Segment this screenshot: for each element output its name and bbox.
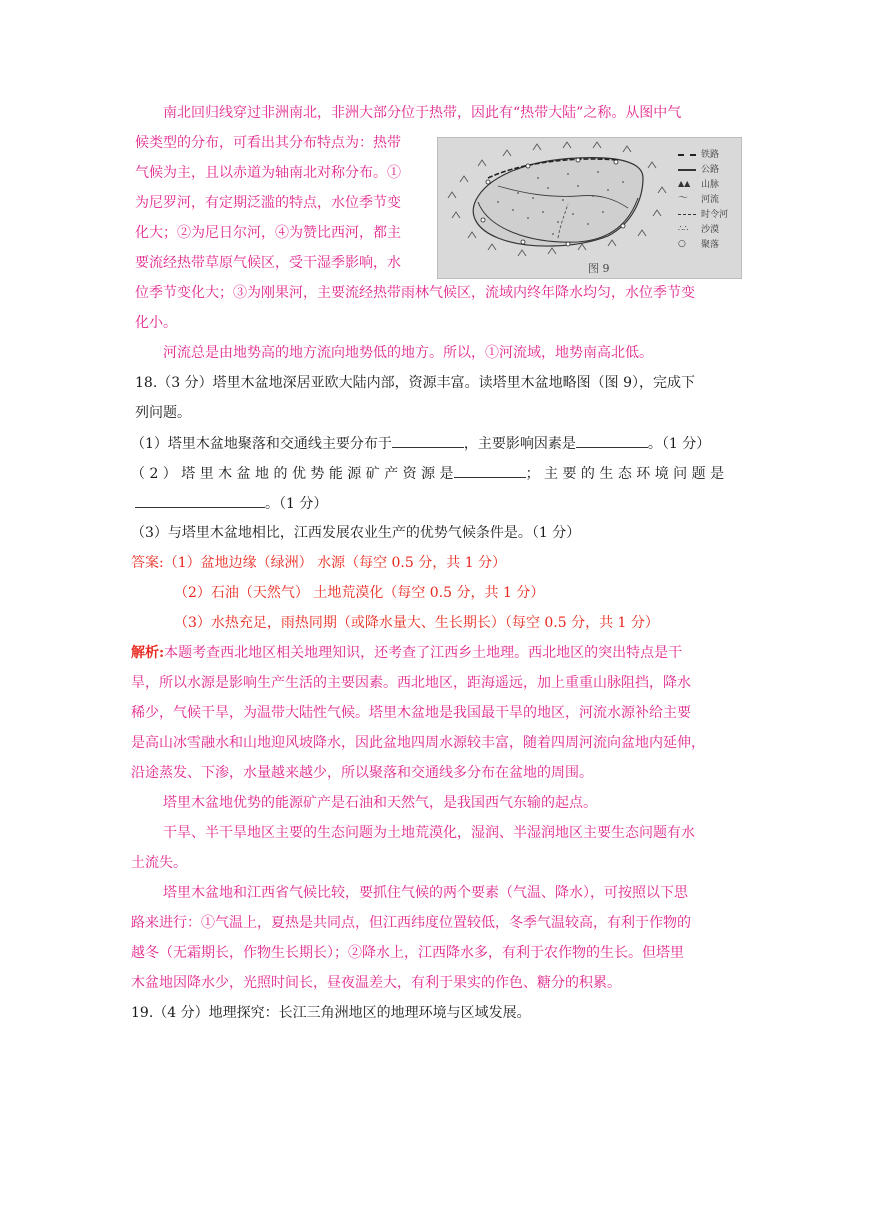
legend-item bbox=[678, 176, 738, 191]
analysis-line: 土流失。 bbox=[131, 855, 187, 871]
analysis-line: 化大；②为尼日尔河，④为赞比西河，都主 bbox=[135, 225, 401, 241]
desert-icon: ∴∴ bbox=[678, 223, 689, 233]
legend-item bbox=[678, 206, 738, 221]
analysis-line: 气候为主，且以赤道为轴南北对称分布。① bbox=[135, 165, 401, 181]
analysis-line: 木盆地因降水少，光照时间长，昼夜温差大，有利于果实的作色、糖分的积累。 bbox=[131, 975, 621, 991]
legend-label: 时令河 bbox=[701, 210, 729, 220]
analysis-line: 越冬（无霜期长，作物生长期长）；②降水上，江西降水多，有利于农作物的生长。但塔里 bbox=[131, 945, 684, 961]
mountain-icon: ▲▲ bbox=[678, 178, 691, 188]
analysis-text: 本题考查西北地区相关地理知识，还考查了江西乡土地理。西北地区的突出特点是干 bbox=[164, 645, 683, 661]
answer-blank[interactable] bbox=[135, 493, 265, 508]
legend-item bbox=[678, 221, 738, 236]
figure-caption: 图 9 bbox=[588, 262, 610, 275]
answer-blank[interactable] bbox=[576, 433, 648, 448]
river-icon: ～ bbox=[678, 192, 688, 204]
question-18-part-1 bbox=[131, 433, 710, 454]
q1-text: ，主要影响因素是 bbox=[463, 436, 576, 452]
analysis-line: 候类型的分布，可看出其分布特点为：热带 bbox=[135, 135, 401, 151]
road-icon bbox=[678, 169, 696, 171]
seasonal-river-icon bbox=[678, 214, 696, 215]
railway-icon bbox=[678, 154, 696, 156]
legend-item bbox=[678, 161, 738, 176]
answer-line bbox=[131, 553, 506, 573]
analysis-line: 干旱、半干旱地区主要的生态问题为土地荒漠化，湿润、半湿润地区主要生态问题有水 bbox=[163, 825, 695, 841]
analysis-line: 塔里木盆地优势的能源矿产是石油和天然气，是我国西气东输的起点。 bbox=[163, 795, 597, 811]
answer-text: （1）盆地边缘（绿洲） 水源（每空 0.5 分，共 1 分） bbox=[163, 555, 507, 571]
map-legend bbox=[678, 146, 738, 251]
legend-label: 山脉 bbox=[701, 180, 720, 190]
settlement-icon: ○ bbox=[678, 238, 686, 249]
analysis-line: 要流经热带草原气候区，受干湿季影响，水 bbox=[135, 255, 401, 271]
analysis-label: 解析: bbox=[131, 645, 165, 661]
answer-label: 答案: bbox=[131, 555, 164, 571]
analysis-line: 塔里木盆地和江西省气候比较，要抓住气候的两个要素（气温、降水），可按照以下思 bbox=[163, 885, 688, 901]
q2-text: ； 主 要 的 生 态 环 境 问 题 是 bbox=[525, 466, 725, 482]
legend-label: 公路 bbox=[701, 165, 720, 175]
analysis-line bbox=[131, 643, 682, 663]
answer-blank[interactable] bbox=[454, 463, 526, 478]
answer-line: （2）石油（天然气） 土地荒漠化（每空 0.5 分，共 1 分） bbox=[174, 585, 545, 601]
legend-item bbox=[678, 191, 738, 206]
answer-line: （3）水热充足，雨热同期（或降水量大、生长期长）（每空 0.5 分，共 1 分） bbox=[174, 615, 659, 631]
legend-label: 河流 bbox=[701, 195, 720, 205]
legend-label: 沙漠 bbox=[701, 225, 720, 235]
legend-label: 聚落 bbox=[701, 240, 720, 250]
analysis-line: 位季节变化大；③为刚果河，主要流经热带雨林气候区，流域内终年降水均匀，水位季节变 bbox=[135, 285, 695, 301]
analysis-line: 是高山冰雪融水和山地迎风坡降水，因此盆地四周水源较丰富，随着四周河流向盆地内延伸， bbox=[131, 735, 705, 751]
analysis-line: 旱，所以水源是影响生产生活的主要因素。西北地区，距海遥远，加上重重山脉阻挡，降水 bbox=[131, 675, 691, 691]
q1-text: 。（1 分） bbox=[647, 436, 711, 452]
analysis-line: 路来进行：①气温上，夏热是共同点，但江西纬度位置较低，冬季气温较高，有利于作物的 bbox=[131, 915, 691, 931]
analysis-line: 稀少，气候干旱，为温带大陆性气候。塔里木盆地是我国最干旱的地区，河流水源补给主要 bbox=[131, 705, 691, 721]
analysis-line: 化小。 bbox=[135, 315, 177, 331]
q1-text: （1）塔里木盆地聚落和交通线主要分布于 bbox=[131, 436, 392, 452]
question-18-part-2 bbox=[131, 463, 724, 484]
question-18-part-3: （3）与塔里木盆地相比，江西发展农业生产的优势气候条件是。（1 分） bbox=[131, 525, 581, 541]
legend-item bbox=[678, 146, 738, 161]
question-18-part-2-cont bbox=[135, 493, 327, 514]
analysis-line: 南北回归线穿过非洲南北，非洲大部分位于热带，因此有“热带大陆”之称。从图中气 bbox=[163, 105, 682, 121]
question-18-stem: 列问题。 bbox=[135, 405, 191, 421]
q2-text: 。（1 分） bbox=[265, 496, 328, 512]
answer-blank[interactable] bbox=[392, 433, 464, 448]
analysis-line: 沿途蒸发、下渗，水量越来越少，所以聚落和交通线多分布在盆地的周围。 bbox=[131, 765, 593, 781]
analysis-line: 河流总是由地势高的地方流向地势低的地方。所以，①河流域，地势南高北低。 bbox=[163, 345, 653, 361]
q2-text: （ 2 ） 塔 里 木 盆 地 的 优 势 能 源 矿 产 资 源 是 bbox=[131, 466, 454, 482]
legend-item bbox=[678, 236, 738, 251]
question-19-stem: 19.（4 分）地理探究：长江三角洲地区的地理环境与区域发展。 bbox=[131, 1005, 531, 1021]
analysis-line: 为尼罗河，有定期泛滥的特点，水位季节变 bbox=[135, 195, 401, 211]
question-18-stem: 18.（3 分）塔里木盆地深居亚欧大陆内部，资源丰富。读塔里木盆地略图（图 9），完成下 bbox=[135, 375, 695, 391]
tarim-basin-map bbox=[437, 137, 742, 279]
legend-label: 铁路 bbox=[701, 150, 720, 160]
